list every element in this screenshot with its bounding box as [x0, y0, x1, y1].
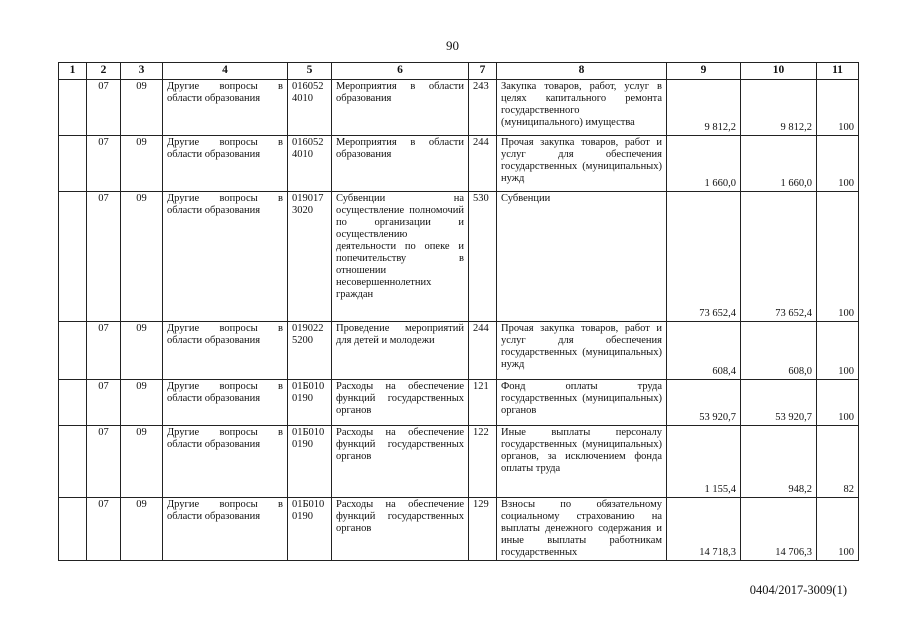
cell-executed: 948,2	[741, 426, 817, 498]
cell-target-name: Расходы на обеспечение функций государственных органов	[332, 426, 469, 498]
column-header: 5	[288, 63, 332, 80]
table-row	[59, 192, 859, 322]
cell-col1	[59, 322, 87, 380]
document-code: 0404/2017-3009(1)	[749, 583, 847, 597]
cell-executed: 14 706,3	[741, 498, 817, 561]
cell-col1	[59, 136, 87, 192]
cell-percent: 100	[817, 192, 859, 322]
cell-target-code: 01Б010 0190	[288, 380, 332, 426]
cell-subsection: 09	[121, 498, 163, 561]
table-row	[59, 498, 859, 561]
cell-section-name: Другие вопросы в области образования	[163, 426, 288, 498]
cell-percent: 100	[817, 380, 859, 426]
cell-col1	[59, 192, 87, 322]
cell-expense-name: Иные выплаты персоналу государственных (муниципальных) органов, за исключением фонда оплаты труда	[497, 426, 667, 498]
cell-target-code: 016052 4010	[288, 136, 332, 192]
cell-section-name: Другие вопросы в области образования	[163, 192, 288, 322]
table-row	[59, 136, 859, 192]
table-row	[59, 80, 859, 136]
cell-executed: 1 660,0	[741, 136, 817, 192]
cell-subsection: 09	[121, 80, 163, 136]
cell-executed: 608,0	[741, 322, 817, 380]
cell-section-name: Другие вопросы в области образования	[163, 498, 288, 561]
cell-target-code: 01Б010 0190	[288, 498, 332, 561]
cell-planned: 1 660,0	[667, 136, 741, 192]
cell-expense-type: 129	[469, 498, 497, 561]
cell-target-code: 016052 4010	[288, 80, 332, 136]
table-row	[59, 322, 859, 380]
cell-col1	[59, 426, 87, 498]
column-header: 6	[332, 63, 469, 80]
cell-expense-type: 121	[469, 380, 497, 426]
cell-col1	[59, 380, 87, 426]
cell-section: 07	[87, 498, 121, 561]
cell-subsection: 09	[121, 322, 163, 380]
column-header: 9	[667, 63, 741, 80]
cell-percent: 100	[817, 136, 859, 192]
cell-section-name: Другие вопросы в области образования	[163, 380, 288, 426]
cell-col1	[59, 80, 87, 136]
cell-target-code: 019017 3020	[288, 192, 332, 322]
cell-section: 07	[87, 136, 121, 192]
cell-expense-name: Прочая закупка товаров, работ и услуг для обеспечения государственных (муниципальных) нужд	[497, 322, 667, 380]
cell-percent: 100	[817, 498, 859, 561]
cell-expense-name: Прочая закупка товаров, работ и услуг для обеспечения государственных (муниципальных) нужд	[497, 136, 667, 192]
table-header-row	[59, 63, 859, 80]
cell-expense-type: 530	[469, 192, 497, 322]
cell-target-name: Расходы на обеспечение функций государственных органов	[332, 380, 469, 426]
cell-target-name: Проведение мероприятий для детей и молодежи	[332, 322, 469, 380]
page-number: 90	[446, 38, 459, 53]
cell-section-name: Другие вопросы в области образования	[163, 136, 288, 192]
cell-section: 07	[87, 192, 121, 322]
budget-table	[58, 62, 859, 561]
cell-col1	[59, 498, 87, 561]
cell-target-code: 019022 5200	[288, 322, 332, 380]
column-header: 3	[121, 63, 163, 80]
cell-planned: 608,4	[667, 322, 741, 380]
cell-target-code: 01Б010 0190	[288, 426, 332, 498]
cell-executed: 73 652,4	[741, 192, 817, 322]
column-header: 2	[87, 63, 121, 80]
cell-percent: 100	[817, 322, 859, 380]
column-header: 8	[497, 63, 667, 80]
cell-subsection: 09	[121, 136, 163, 192]
cell-expense-name: Взносы по обязательному социальному страхованию на выплаты денежного содержания и иные выплаты работникам государственных	[497, 498, 667, 561]
cell-planned: 1 155,4	[667, 426, 741, 498]
table-row	[59, 426, 859, 498]
cell-expense-type: 122	[469, 426, 497, 498]
cell-executed: 53 920,7	[741, 380, 817, 426]
cell-section: 07	[87, 426, 121, 498]
cell-expense-name: Субвенции	[497, 192, 667, 322]
table-row	[59, 380, 859, 426]
cell-section: 07	[87, 322, 121, 380]
cell-expense-type: 244	[469, 136, 497, 192]
cell-subsection: 09	[121, 426, 163, 498]
cell-section-name: Другие вопросы в области образования	[163, 80, 288, 136]
cell-expense-name: Фонд оплаты труда государственных (муниципальных) органов	[497, 380, 667, 426]
column-header: 7	[469, 63, 497, 80]
cell-expense-name: Закупка товаров, работ, услуг в целях капитального ремонта государственного (муниципального) имущества	[497, 80, 667, 136]
cell-planned: 53 920,7	[667, 380, 741, 426]
cell-section: 07	[87, 80, 121, 136]
cell-expense-type: 243	[469, 80, 497, 136]
cell-target-name: Мероприятия в области образования	[332, 136, 469, 192]
cell-target-name: Расходы на обеспечение функций государственных органов	[332, 498, 469, 561]
cell-target-name: Мероприятия в области образования	[332, 80, 469, 136]
cell-executed: 9 812,2	[741, 80, 817, 136]
cell-planned: 9 812,2	[667, 80, 741, 136]
cell-subsection: 09	[121, 380, 163, 426]
column-header: 1	[59, 63, 87, 80]
cell-percent: 82	[817, 426, 859, 498]
cell-subsection: 09	[121, 192, 163, 322]
cell-target-name: Субвенции на осуществление полномочий по организации и осуществлению деятельности по опеке и попечительству в отношении несовершеннолетних граждан	[332, 192, 469, 322]
column-header: 4	[163, 63, 288, 80]
cell-expense-type: 244	[469, 322, 497, 380]
cell-section: 07	[87, 380, 121, 426]
cell-percent: 100	[817, 80, 859, 136]
cell-planned: 73 652,4	[667, 192, 741, 322]
column-header: 10	[741, 63, 817, 80]
column-header: 11	[817, 63, 859, 80]
cell-planned: 14 718,3	[667, 498, 741, 561]
cell-section-name: Другие вопросы в области образования	[163, 322, 288, 380]
